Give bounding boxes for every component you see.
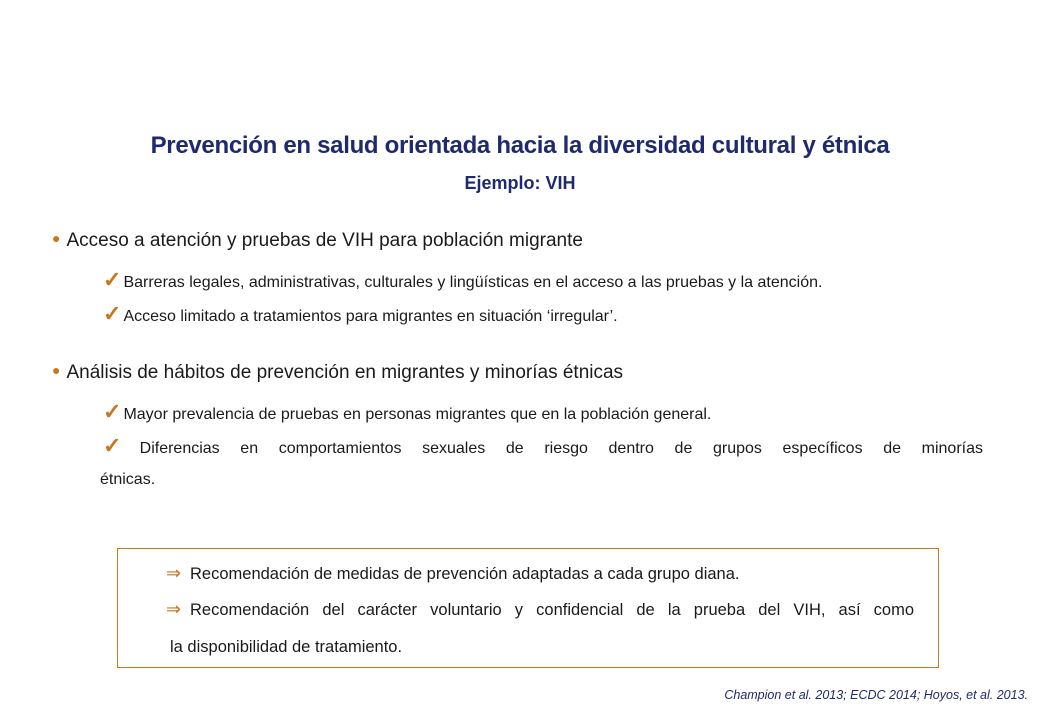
checkmark-icon: ✓ (103, 267, 122, 292)
checkmark-icon: ✓ (103, 301, 122, 326)
recommendation-text: Recomendación de medidas de prevención adaptadas a cada grupo diana. (190, 565, 740, 583)
slide-title: Prevención en salud orientada hacia la diversidad cultural y étnica (150, 132, 890, 159)
slide-subtitle: Ejemplo: VIH (464, 173, 576, 193)
checkmark-icon: ✓ (103, 399, 122, 424)
checkmark-icon: ✓ (103, 433, 138, 458)
implies-arrow-icon: ⇒ (166, 563, 182, 583)
check-item-continuation (100, 463, 980, 497)
check-item (103, 297, 983, 334)
check-item (103, 429, 983, 466)
recommendation-box (117, 548, 939, 668)
section-heading-access (52, 230, 583, 252)
citation: Champion et al. 2013; ECDC 2014; Hoyos, et al. 2013. (724, 688, 1028, 702)
recommendation-item (166, 591, 914, 628)
check-item-text: Barreras legales, administrativas, culturales y lingüísticas en el acceso a las pruebas y la atención. (123, 274, 823, 291)
section-heading-text: Acceso a atención y pruebas de VIH para población migrante (66, 230, 583, 251)
check-item-text: Acceso limitado a tratamientos para migrantes en situación ‘irregular’. (123, 308, 618, 325)
check-item (103, 263, 983, 300)
recommendation-text: Recomendación del carácter voluntario y confidencial de la prueba del VIH, así como (190, 601, 914, 619)
recommendation-continuation (170, 629, 402, 665)
check-item-text: Mayor prevalencia de pruebas en personas migrantes que en la población general. (123, 406, 712, 423)
check-item-text: étnicas. (100, 471, 156, 488)
implies-arrow-icon: ⇒ (166, 599, 182, 619)
check-item (103, 395, 983, 432)
section-heading-analysis (52, 362, 623, 384)
section-heading-text: Análisis de hábitos de prevención en migrantes y minorías étnicas (66, 362, 624, 383)
recommendation-text: la disponibilidad de tratamiento. (170, 638, 403, 656)
bullet-icon: ● (52, 362, 61, 378)
recommendation-item (166, 555, 739, 592)
check-item-text: Diferencias en comportamientos sexuales de riesgo dentro de grupos específicos de minorías (139, 440, 984, 457)
bullet-icon: ● (52, 230, 61, 246)
